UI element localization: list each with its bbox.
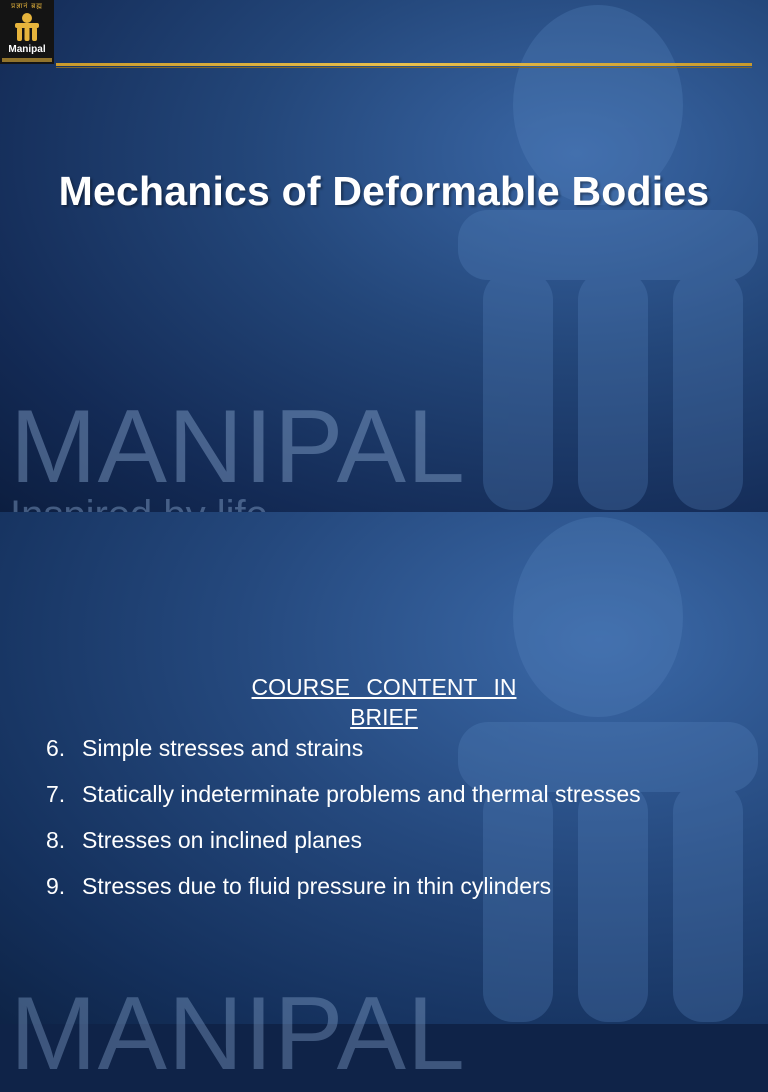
slide-title: Mechanics of Deformable Bodies [58,168,710,214]
list-item [46,736,641,760]
list-item-number: 8. [46,827,66,853]
course-content-list [46,736,641,920]
watermark-wordmark: MANIPAL [10,389,466,505]
header-rule [56,63,752,66]
watermark-figure-icon [438,0,768,520]
list-item-text: Stresses on inclined planes [82,827,362,853]
manipal-logo-icon [14,12,40,42]
list-item-text: Stresses due to fluid pressure in thin cylinders [82,873,552,899]
title-slide [0,0,768,512]
header-rule-shadow [56,67,752,68]
logo-motto: प्रज्ञानं ब्रह्म [11,3,43,10]
list-item-number: 7. [46,781,66,807]
watermark-wordmark: MANIPAL [10,976,466,1092]
logo-name: Manipal [8,44,46,55]
list-item-text: Simple stresses and strains [82,735,364,761]
list-item [46,782,641,806]
manipal-logo [0,0,54,64]
content-slide [0,512,768,1092]
list-item-number: 9. [46,873,66,899]
logo-strip [2,58,52,62]
course-content-heading: COURSE CONTENT IN BRIEF [251,674,517,730]
list-item-number: 6. [46,735,66,761]
list-item [46,828,641,852]
list-item-text: Statically indeterminate problems and thermal stresses [82,781,641,807]
list-item [46,874,641,898]
